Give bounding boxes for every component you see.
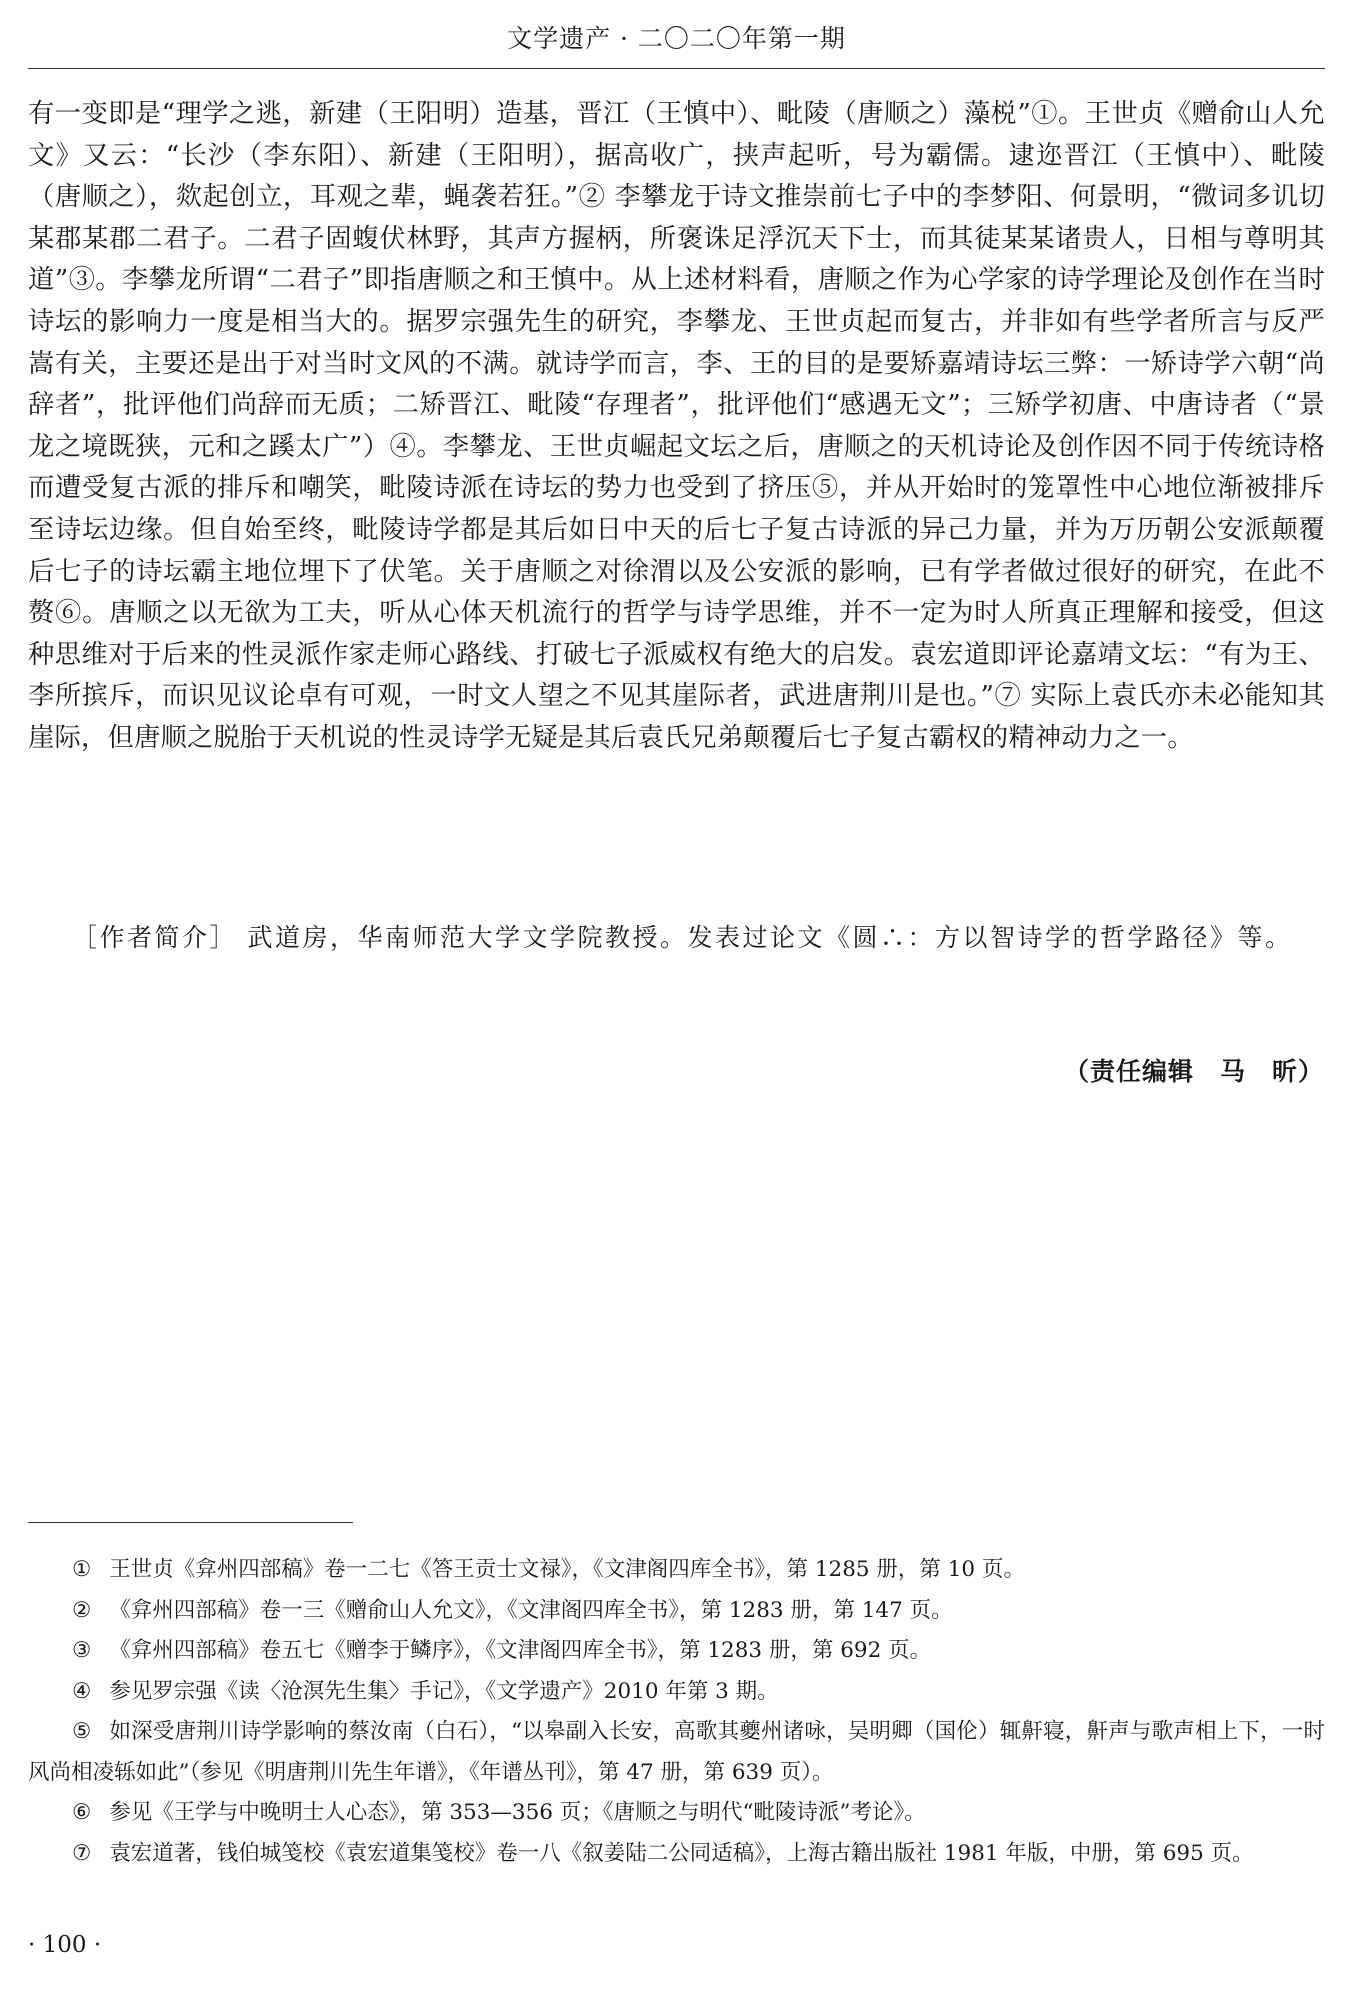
footnote-marker: ④	[72, 1678, 92, 1704]
footnotes	[28, 1550, 1325, 1874]
footnote-text: 袁宏道著，钱伯城笺校《袁宏道集笺校》卷一八《叙姜陆二公同适稿》，上海古籍出版社 1981 年版，中册，第 695 页。	[109, 1840, 1254, 1866]
footnote-divider	[28, 1522, 353, 1523]
body-paragraph: 有一变即是“理学之逃，新建（王阳明）造基，晋江（王慎中）、毗陵（唐顺之）藻棁”①。王世贞《赠俞山人允文》又云：“长沙（李东阳）、新建（王阳明），据高收广，挟声起听，号为霸儒。逮迩晋江（王慎中）、毗陵（唐顺之），欻起创立，耳观之辈，蝇袭若狂。”② 李攀龙于诗文推崇前七子中的李梦阳、何景明，“微词多讥切某郡某郡二君子。二君子固蝮伏林野，其声方握柄，所褒诛足浮沉天下士，而其徒某某诸贵人，日相与尊明其道”③。李攀龙所谓“二君子”即指唐顺之和王慎中。从上述材料看，唐顺之作为心学家的诗学理论及创作在当时诗坛的影响力一度是相当大的。据罗宗强先生的研究，李攀龙、王世贞起而复古，并非如有些学者所言与反严嵩有关，主要还是出于对当时文风的不满。就诗学而言，李、王的目的是要矫嘉靖诗坛三弊：一矫诗学六朝“尚辞者”，批评他们尚辞而无质；二矫晋江、毗陵“存理者”，批评他们“感遇无文”；三矫学初唐、中唐诗者（“景龙之境既狭，元和之蹊太广”）④。李攀龙、王世贞崛起文坛之后，唐顺之的天机诗论及创作因不同于传统诗格而遭受复古派的排斥和嘲笑，毗陵诗派在诗坛的势力也受到了挤压⑤，并从开始时的笼罩性中心地位渐被排斥至诗坛边缘。但自始至终，毗陵诗学都是其后如日中天的后七子复古诗派的异己力量，并为万历朝公安派颠覆后七子的诗坛霸主地位埋下了伏笔。关于唐顺之对徐渭以及公安派的影响，已有学者做过很好的研究，在此不赘⑥。唐顺之以无欲为工夫，听从心体天机流行的哲学与诗学思维，并不一定为时人所真正理解和接受，但这种思维对于后来的性灵派作家走师心路线、打破七子派威权有绝大的启发。袁宏道即评论嘉靖文坛：“有为王、李所摈斥，而识见议论卓有可观，一时文人望之不见其崖际者，武进唐荆川是也。”⑦ 实际上袁氏亦未必能知其崖际，但唐顺之脱胎于天机说的性灵诗学无疑是其后袁氏兄弟颠覆后七子复古霸权的精神动力之一。	[28, 99, 1325, 753]
footnote-text: 参见罗宗强《读〈沧溟先生集〉手记》，《文学遗产》2010 年第 3 期。	[109, 1678, 779, 1704]
footnote-text: 《弇州四部稿》卷一三《赠俞山人允文》，《文津阁四库全书》，第 1283 册，第 147 页。	[109, 1597, 953, 1623]
footnote	[28, 1712, 1325, 1793]
footnote	[28, 1834, 1325, 1875]
main-body	[28, 94, 1325, 760]
responsible-editor: （责任编辑 马 昕）	[1063, 1057, 1324, 1086]
running-header	[28, 24, 1325, 69]
footnote-marker: ②	[72, 1597, 92, 1623]
footnote	[28, 1672, 1325, 1713]
footnote-marker: ⑥	[72, 1800, 92, 1825]
page-number: · 100 ·	[28, 1932, 102, 1958]
footnote-text: 参见《王学与中晚明士人心态》，第 353—356 页；《唐顺之与明代“毗陵诗派”考论》。	[109, 1800, 926, 1825]
footnote-marker: ⑤	[72, 1719, 92, 1744]
footnote	[28, 1793, 1325, 1834]
footnote-marker: ①	[72, 1557, 92, 1582]
footnote	[28, 1631, 1325, 1672]
journal-title: 文学遗产 · 二〇二〇年第一期	[507, 24, 846, 53]
footnote	[28, 1591, 1325, 1632]
footnote-marker: ③	[72, 1638, 92, 1663]
footnote-text: 《弇州四部稿》卷五七《赠李于鳞序》，《文津阁四库全书》，第 1283 册，第 692 页。	[109, 1638, 932, 1663]
footnote-marker: ⑦	[72, 1840, 92, 1866]
author-bio: ［作者简介］ 武道房，华南师范大学文学院教授。发表过论文《圆∴：方以智诗学的哲学路径》等。	[72, 923, 1293, 952]
footnote	[28, 1550, 1325, 1591]
footnote-text: 如深受唐荆川诗学影响的蔡汝南（白石），“以皋副入长安，高歌其夔州诸咏，吴明卿（国伦）辄鼾寝，鼾声与歌声相上下，一时风尚相凌轹如此”（参见《明唐荆川先生年谱》，《年谱丛刊》，第 47 册，第 639 页）。	[28, 1719, 1325, 1785]
footnote-text: 王世贞《弇州四部稿》卷一二七《答王贡士文禄》，《文津阁四库全书》，第 1285 册，第 10 页。	[109, 1557, 1025, 1582]
